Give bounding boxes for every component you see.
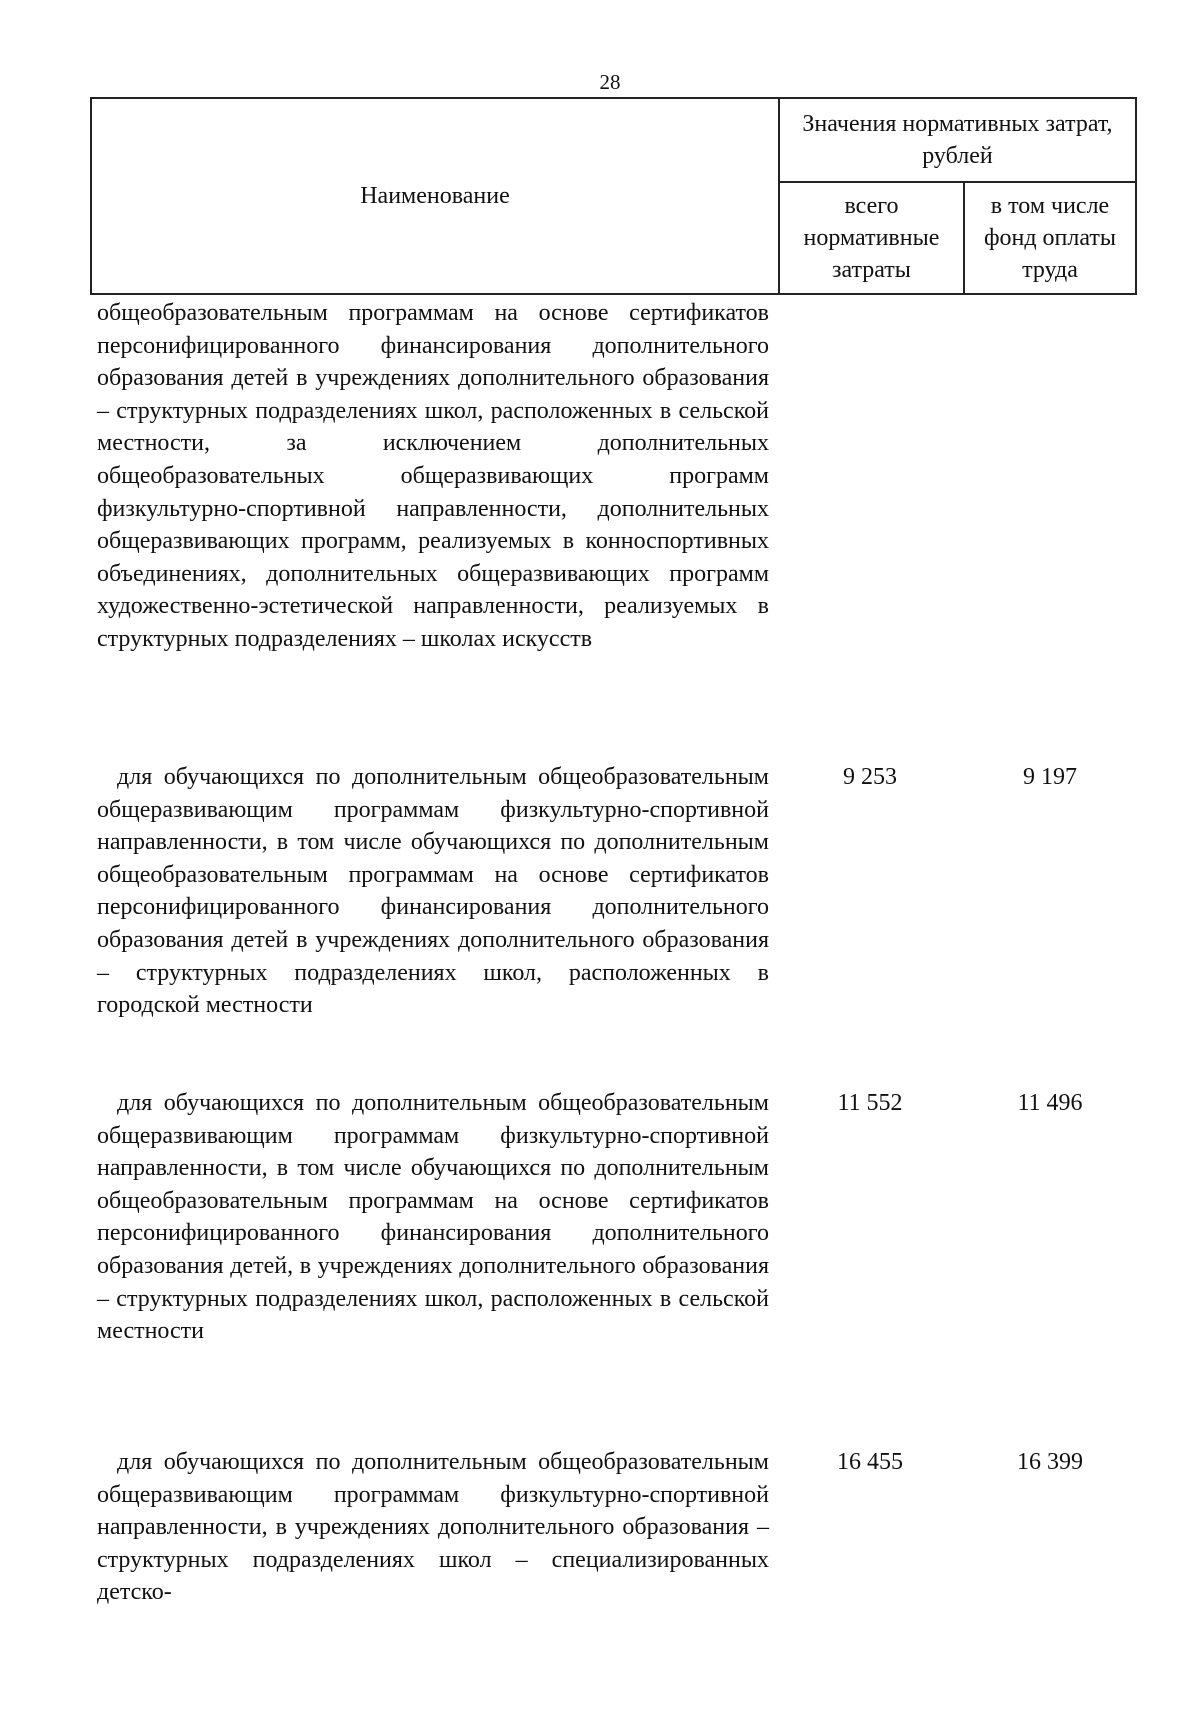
row-total-value: 16 455 (837, 1449, 903, 1475)
header-wage-cell (964, 182, 1136, 294)
row-name-content: для обучающихся по дополнительным общеобразовательным общеразвивающим программам физкультурно-спортивной направленности, в том числе обучающихся по дополнительным общеобразовательным программам на основе сертификатов персонифицированного финансирования дополнительного образования детей, в учреждениях дополнительного образования – структурных подразделениях школ, расположенных в сельской местности (97, 1090, 769, 1345)
header-total-label: всего нормативные затраты (803, 193, 940, 283)
header-wage-label: в том числе фонд оплаты труда (983, 193, 1117, 283)
row-name-content: для обучающихся по дополнительным общеобразовательным общеразвивающим программам физкультурно-спортивной направленности, в учреждениях дополнительного образования – структурных подразделениях школ – специализированных детско- (97, 1449, 769, 1606)
row-name-text (97, 761, 769, 1022)
header-values-group-cell (779, 98, 1136, 182)
row-name-text: общеобразовательным программам на основе сертификатов персонифицированного финансирования дополнительного образования детей в учреждениях дополнительного образования – структурных подразделениях школ, расположенных в сельской местности, за исключением дополнительных общеобразовательных общеразвивающих программ физкультурно-спортивной направленности, дополнительных общеразвивающих программ, реализуемых в конноспортивных объединениях, дополнительных общеразвивающих программ художественно-эстетической направленности, реализуемых в структурных подразделениях – школах искусств (97, 300, 769, 652)
row-total-value: 11 552 (837, 1090, 903, 1116)
row-wage-value: 9 197 (1023, 764, 1077, 790)
header-name-label: Наименование (360, 183, 510, 209)
header-total-cell (779, 182, 964, 294)
row-total-value: 9 253 (843, 764, 897, 790)
row-name-text (97, 1446, 769, 1609)
row-name-content: для обучающихся по дополнительным общеобразовательным общеразвивающим программам физкультурно-спортивной направленности, в том числе обучающихся по дополнительным общеобразовательным программам на основе сертификатов персонифицированного финансирования дополнительного образования детей в учреждениях дополнительного образования – структурных подразделениях школ, расположенных в городской местности (97, 764, 769, 1019)
row-wage-value: 11 496 (1017, 1090, 1083, 1116)
page-number: 28 (599, 70, 621, 94)
row-wage-value: 16 399 (1017, 1449, 1083, 1475)
header-values-group-label: Значения нормативных затрат, рублей (802, 111, 1113, 169)
table-header (90, 97, 1137, 295)
header-name-cell (91, 98, 779, 294)
row-name-text (97, 1087, 769, 1348)
